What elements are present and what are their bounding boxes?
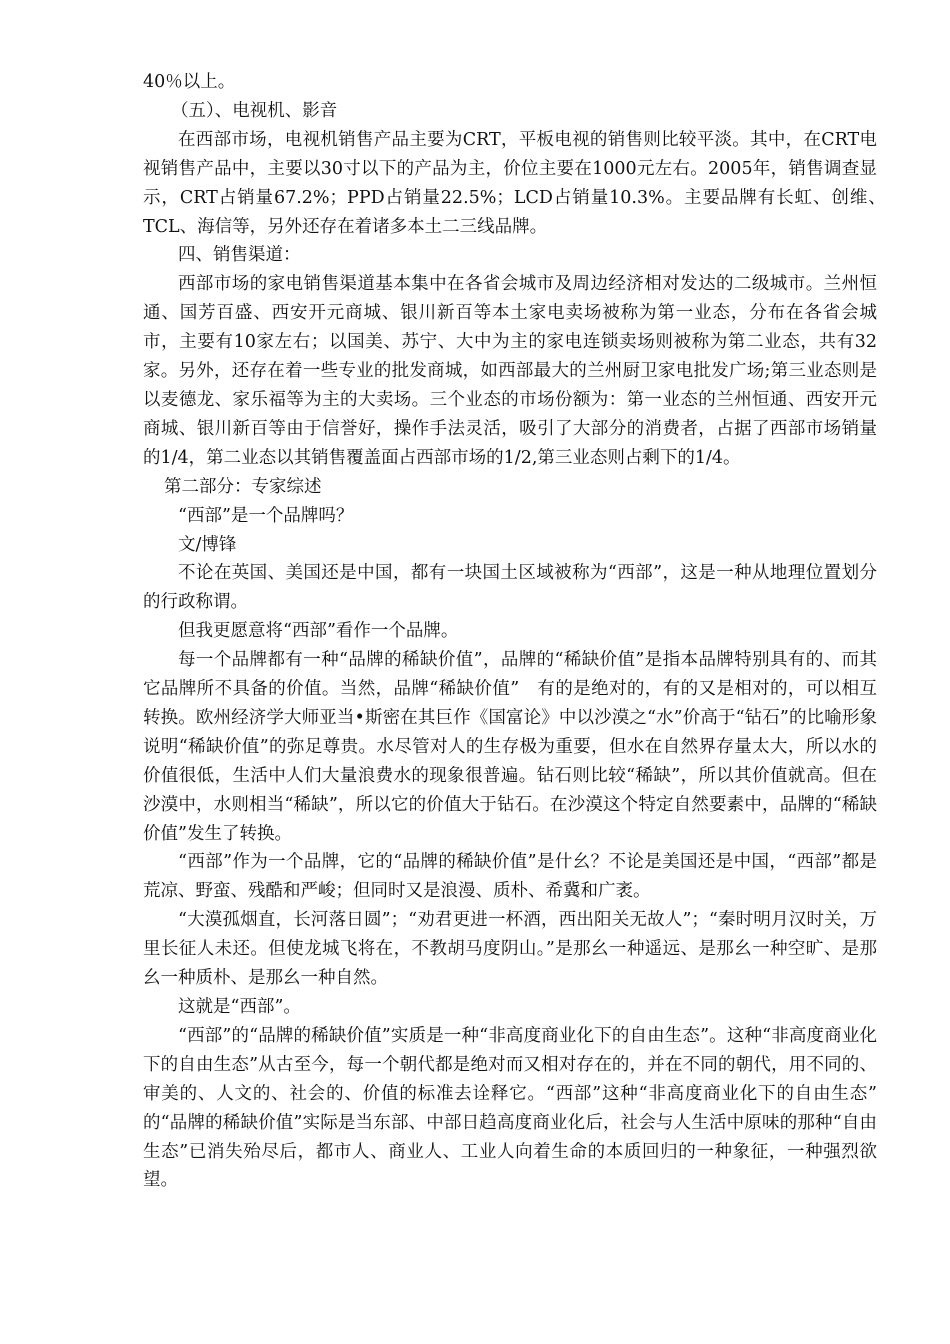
article-title: “西部”是一个品牌吗？ [178,505,354,526]
paragraph-scarcity-value: 每一个品牌都有一种“品牌的稀缺价值”，品牌的“稀缺价值”是指本品牌特别具有的、而其它品牌所不具备的价值。当然，品牌“稀缺价值” 有的是绝对的，有的又是相对的，可以相互转换。欧州经济学大师亚当•斯密在其巨作《国富论》中以沙漠之“水”价高于“钻石”的比喻形象说明“稀缺价值”的弥足尊贵。水尽管对人的生存极为重要，但水在自然界存量太大，所以水的价值很低，生活中人们大量浪费水的现象很普遍。钻石则比较“稀缺”，所以其价值就高。但在沙漠中，水则相当“稀缺”，所以它的价值大于钻石。在沙漠这个特定自然要素中，品牌的“稀缺价值”发生了转换。 [143,650,877,844]
paragraph-tv-market: 在西部市场，电视机销售产品主要为CRT，平板电视的销售则比较平淡。其中，在CRT电视销售产品中，主要以30寸以下的产品为主，价位主要在1000元左右。2005年，销售调查显示，CRT占销量67.2%；PPD占销量22.5%；LCD占销量10.3%。主要品牌有长虹、创维、 TCL、海信等，另外还存在着诸多本土二三线品牌。 [143,129,895,237]
paragraph-sales-channels: 西部市场的家电销售渠道基本集中在各省会城市及周边经济相对发达的二级城市。兰州恒通、国芳百盛、西安开元商城、银川新百等本土家电卖场被称为第一业态，分布在各省会城市，主要有10家左右；以国美、苏宁、大中为主的家电连锁卖场则被称为第二业态，共有32家。另外，还存在着一些专业的批发商城，如西部最大的兰州厨卫家电批发广场;第三业态则是以麦德龙、家乐福等为主的大卖场。三个业态的市场份额为：第一业态的兰州恒通、西安开元商城、银川新百等由于信誉好，操作手法灵活，吸引了大部分的消费者，占据了西部市场销量的1/4，第二业态以其销售覆盖面占西部市场的1/2,第三业态则占剩下的1/4。 [143,274,877,468]
paragraph-west-as-brand: 但我更愿意将“西部”看作一个品牌。 [178,621,459,642]
paragraph-this-is-west: 这就是“西部”。 [178,997,301,1017]
paragraph-west-definition: 不论在英国、美国还是中国，都有一块国土区域被称为“西部”，这是一种从地理位置划分的行政称谓。 [143,563,877,613]
article-author: 文/博锋 [178,534,237,555]
paragraph-continuation: 40％以上。 [143,72,236,92]
paragraph-free-ecology: “西部”的“品牌的稀缺价值”实质是一种“非高度商业化下的自由生态”。这种“非高度商业化下的自由生态”从古至今，每一个朝代都是绝对而又相对存在的，并在不同的朝代，用不同的、审美的、人文的、社会的、价值的标准去诠释它。“西部”这种“非高度商业化下的自由生态” 的“品牌的稀缺价值”实际是当东部、中部日趋高度商业化后，社会与人生活中原味的那种“自由生态”已消失殆尽后，都市人、商业人、工业人向着生命的本质回归的一种象征，一种强烈欲望。 [143,1025,895,1191]
section-heading-tv-audio: （五）、电视机、影音 [171,100,338,121]
document-body [143,68,895,1195]
section-heading-sales-channels: 四、销售渠道： [178,245,301,266]
part-heading-expert-review: 第二部分：专家综述 [164,476,322,497]
paragraph-poetry: “大漠孤烟直，长河落日圆”；“劝君更进一杯酒，西出阳关无故人”；“秦时明月汉时关，万里长征人未还。但使龙城飞将在，不教胡马度阴山。”是那幺一种遥远、是那幺一种空旷、是那幺一种质朴、是那幺一种自然。 [143,910,877,989]
paragraph-west-brand-value: “西部”作为一个品牌，它的“品牌的稀缺价值”是什幺？不论是美国还是中国，“西部”都是荒凉、野蛮、残酷和严峻；但同时又是浪漫、质朴、希冀和广袤。 [143,852,877,902]
